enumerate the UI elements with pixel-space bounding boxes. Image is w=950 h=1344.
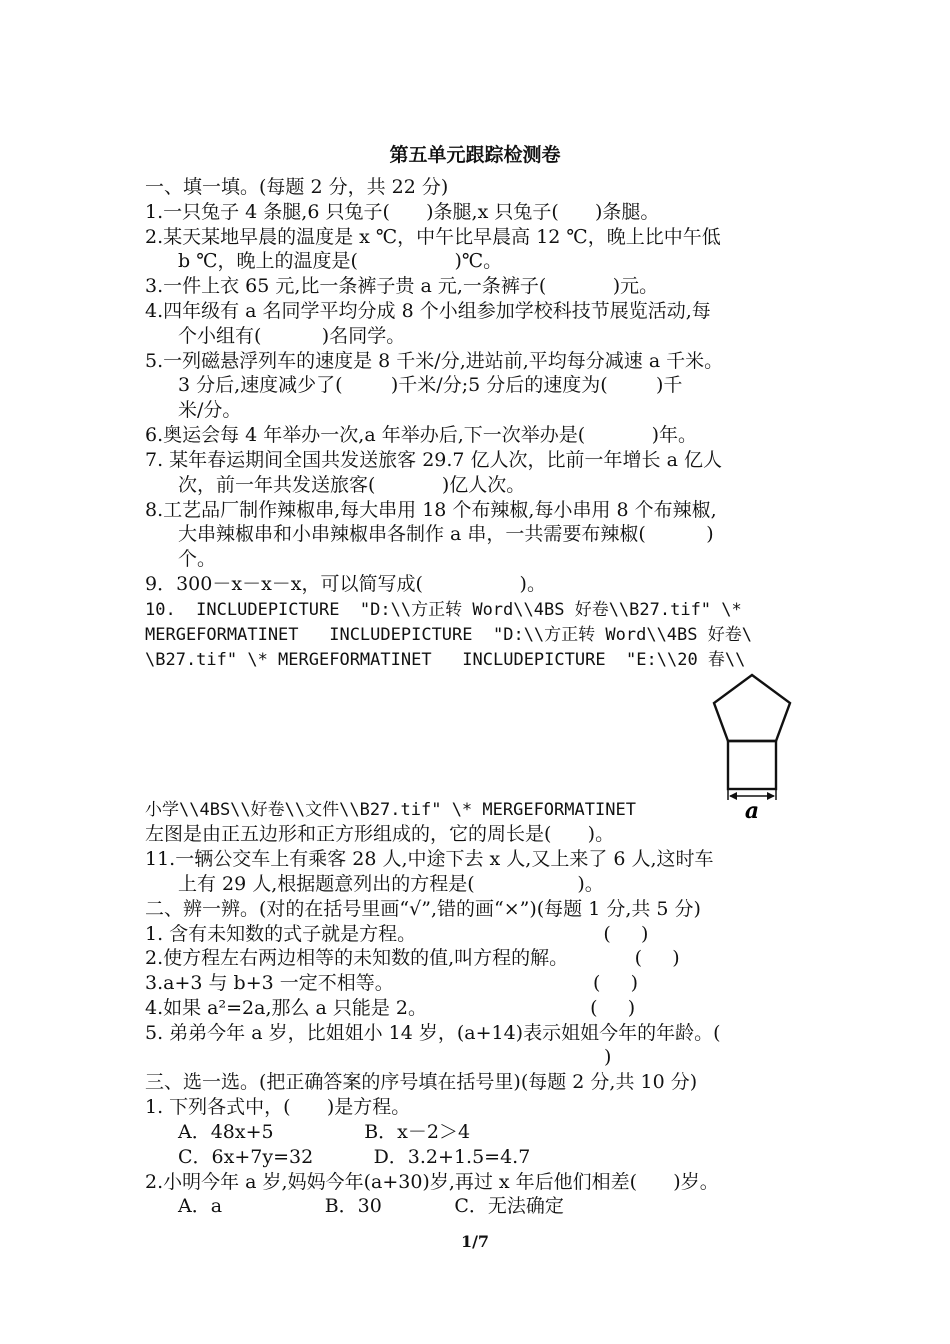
question-line: 2.使方程左右两边相等的未知数的值,叫方程的解。 ( ) [145,947,680,969]
section2-heading: 二、辨一辨。(对的在括号里画“√”,错的画“×”)(每题 1 分,共 5 分) [145,898,701,920]
section3-heading: 三、选一选。(把正确答案的序号填在括号里)(每题 2 分,共 10 分) [145,1071,698,1093]
option-line: A．48x+5 B．x－2＞4 [178,1121,471,1143]
page-title: 第五单元跟踪检测卷 [389,144,561,166]
question-line: 1.一只兔子 4 条腿,6 只兔子( )条腿,x 只兔子( )条腿。 [145,201,660,223]
q10-field-code: MERGEFORMATINET INCLUDEPICTURE "D:\\方正转 Word\\4BS 好卷\ [145,625,752,645]
question-line: 5. 弟弟今年 a 岁，比姐姐小 14 岁，(a+14)表示姐姐今年的年龄。( [145,1022,721,1044]
q10-field-code: 小学\\4BS\\好卷\\文件\\B27.tif" \* MERGEFORMATINET [145,800,636,820]
question-line: 11.一辆公交车上有乘客 28 人,中途下去 x 人,又上来了 6 人,这时车 [145,848,714,870]
question-line: 2.某天某地早晨的温度是 x ℃，中午比早晨高 12 ℃，晚上比中午低 [145,226,721,248]
option-line: A．a B．30 C．无法确定 [178,1195,564,1217]
question-line: 上有 29 人,根据题意列出的方程是( )。 [178,873,604,895]
side-length-label: a [744,798,760,822]
question-line: ) [145,1046,612,1068]
section1-heading: 一、填一填。(每题 2 分，共 22 分) [145,176,449,198]
question-line: 个小组有( )名同学。 [178,325,406,347]
question-line: 3.一件上衣 65 元,比一条裤子贵 a 元,一条裤子( )元。 [145,275,659,297]
option-line: C．6x+7y=32 D．3.2+1.5=4.7 [178,1146,531,1168]
question-line: 左图是由正五边形和正方形组成的，它的周长是( )。 [145,823,615,845]
question-line: 8.工艺品厂制作辣椒串,每大串用 18 个布辣椒,每小串用 8 个布辣椒, [145,499,717,521]
question-line: 9．300－x－x－x，可以简写成( )。 [145,573,546,595]
q10-field-code: \B27.tif" \* MERGEFORMATINET INCLUDEPICTURE "E:\\20 春\\ [145,650,746,670]
question-line: 次，前一年共发送旅客( )亿人次。 [178,474,526,496]
question-line: 7. 某年春运期间全国共发送旅客 29.7 亿人次，比前一年增长 a 亿人 [145,449,722,471]
question-line: 1. 含有未知数的式子就是方程。 ( ) [145,923,649,945]
question-line: 米/分。 [178,399,242,421]
question-line: 5.一列磁悬浮列车的速度是 8 千米/分,进站前,平均每分减速 a 千米。 [145,350,724,372]
question-line: 4.如果 a²=2a,那么 a 只能是 2。 ( ) [145,997,636,1019]
question-line: 个。 [178,548,217,570]
pentagon-square-figure [706,672,816,822]
question-line: b ℃，晚上的温度是( )℃。 [178,250,503,272]
question-line: 3.a+3 与 b+3 一定不相等。 ( ) [145,972,639,994]
question-line: 4.四年级有 a 名同学平均分成 8 个小组参加学校科技节展览活动,每 [145,300,711,322]
question-line: 6.奥运会每 4 年举办一次,a 年举办后,下一次举办是( )年。 [145,424,698,446]
q10-field-code: 10. INCLUDEPICTURE "D:\\方正转 Word\\4BS 好卷\\B27.tif" \* [145,600,742,620]
question-line: 3 分后,速度减少了( )千米/分;5 分后的速度为( )千 [178,374,683,396]
question-line: 1. 下列各式中，( )是方程。 [145,1096,411,1118]
question-line: 大串辣椒串和小串辣椒串各制作 a 串，一共需要布辣椒( ) [178,523,714,545]
page-number: 1/7 [460,1232,490,1251]
question-line: 2.小明今年 a 岁,妈妈今年(a+30)岁,再过 x 年后他们相差( )岁。 [145,1171,719,1193]
